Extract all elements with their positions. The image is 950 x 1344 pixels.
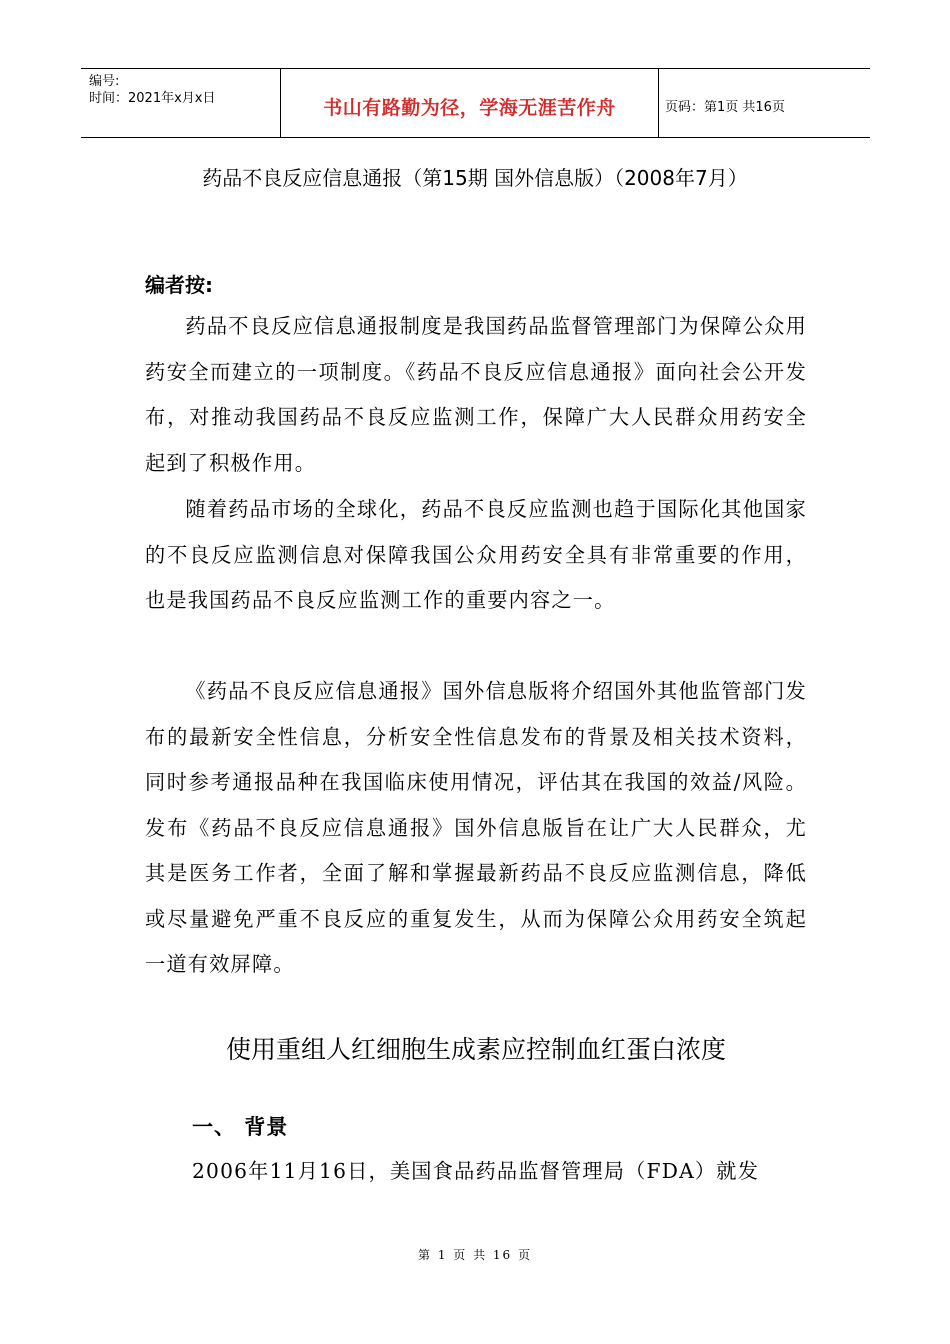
page-footer: 第 1 页 共 16 页 — [418, 1248, 532, 1262]
page-header — [81, 68, 870, 138]
document-time: 时间：2021年x月x日 — [89, 91, 216, 106]
header-page-info: 页码：第1页 共16页 — [665, 99, 785, 115]
document-title: 药品不良反应信息通报（第15期 国外信息版）（2008年7月） — [202, 166, 748, 190]
editor-note-label: 编者按: — [145, 273, 213, 297]
editor-note-paragraph: 药品不良反应信息通报制度是我国药品监督管理部门为保障公众用药安全而建立的一项制度。《药品不良反应信息通报》面向社会公开发布，对推动我国药品不良反应监测工作，保障广大人民群众用药安全起到了积极作用。 — [145, 314, 807, 475]
header-motto: 书山有路勤为径，学海无涯苦作舟 — [281, 69, 659, 137]
editor-note-paragraph: 随着药品市场的全球化，药品不良反应监测也趋于国际化其他国家的不良反应监测信息对保障我国公众用药安全具有非常重要的作用，也是我国药品不良反应监测工作的重要内容之一。 — [145, 497, 807, 612]
section-title: 使用重组人红细胞生成素应控制血红蛋白浓度 — [225, 1035, 726, 1064]
background-paragraph: 2006年11月16日，美国食品药品监督管理局（FDA）就发 — [192, 1159, 760, 1183]
editor-note-paragraph: 《药品不良反应信息通报》国外信息版将介绍国外其他监管部门发布的最新安全性信息，分析安全性信息发布的背景及相关技术资料，同时参考通报品种在我国临床使用情况，评估其在我国的效益/风险。发布《药品不良反应信息通报》国外信息版旨在让广大人民群众，尤其是医务工作者，全面了解和掌握最新药品不良反应监测信息，降低或尽量避免严重不良反应的重复发生，从而为保障公众用药安全筑起一道有效屏障。 — [145, 679, 807, 976]
document-number-label: 编号: — [89, 74, 120, 89]
subsection-heading: 一、 背景 — [192, 1115, 289, 1139]
header-meta — [81, 69, 281, 137]
